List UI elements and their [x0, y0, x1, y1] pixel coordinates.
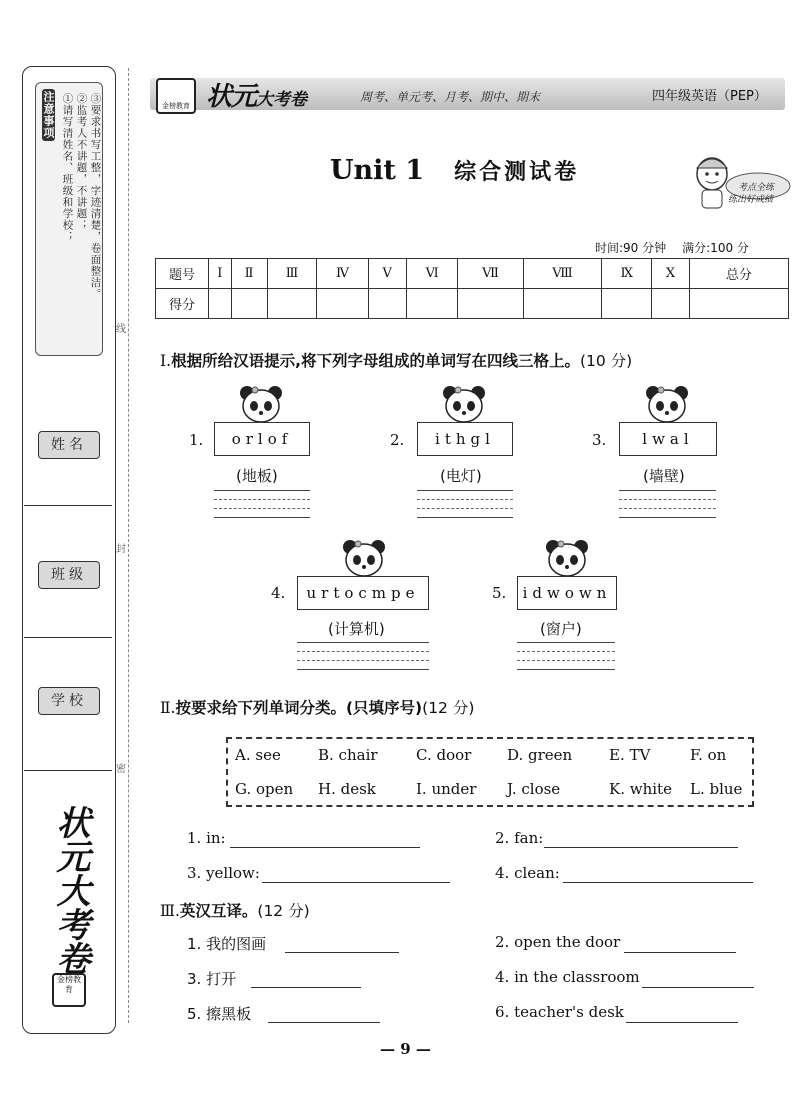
- writing-lines[interactable]: [214, 490, 310, 518]
- word-option: C. door: [416, 746, 472, 764]
- section-3-instruction: 英汉互译。: [179, 902, 258, 920]
- answer-blank[interactable]: [262, 882, 450, 883]
- full-score: 满分:100 分: [682, 241, 749, 255]
- sidebar-divider: [24, 505, 112, 506]
- answer-blank[interactable]: [563, 882, 753, 883]
- score-input-cell[interactable]: [406, 289, 458, 319]
- letter-box: orlof: [214, 422, 310, 456]
- word-option: H. desk: [318, 780, 376, 798]
- note-2: ②监考人不讲题，不讲题；: [75, 93, 88, 231]
- answer-blank[interactable]: [624, 952, 736, 953]
- score-input-cell[interactable]: [652, 289, 690, 319]
- section-1-instruction: 根据所给汉语提示,将下列字母组成的单词写在四线三格上。: [171, 352, 580, 370]
- sidebar-logo-text: 状元大考卷: [50, 805, 90, 975]
- brand-logo: [206, 76, 307, 113]
- cut-mark-secret: 密: [116, 764, 126, 775]
- unit-title: Unit 1: [330, 155, 425, 186]
- section-2-points: (12 分): [422, 699, 475, 717]
- binding-cut-line: [128, 68, 129, 1023]
- table-cell: Ⅲ: [267, 259, 317, 289]
- item-number: 1.: [189, 431, 204, 449]
- word-option: K. white: [609, 780, 672, 798]
- cut-mark-seal: 封: [116, 544, 126, 555]
- section-1-points: (10 分): [579, 352, 633, 370]
- item-number: 5.: [492, 584, 507, 602]
- name-field-label: 姓名: [38, 431, 100, 459]
- answer-blank[interactable]: [642, 987, 754, 988]
- chinese-hint: (墙壁): [643, 467, 685, 485]
- table-row: [156, 259, 789, 289]
- question-label: 3. yellow:: [187, 864, 260, 882]
- table-cell: Ⅱ: [231, 259, 267, 289]
- panda-icon: [440, 384, 488, 424]
- answer-blank[interactable]: [230, 847, 420, 848]
- table-row: [156, 289, 789, 319]
- exam-meta: [595, 239, 749, 256]
- word-option: L. blue: [690, 780, 743, 798]
- word-option: B. chair: [318, 746, 378, 764]
- table-cell: 题号: [156, 259, 209, 289]
- mascot-text-2: 练出好成绩: [728, 195, 774, 205]
- note-1: ①请写清姓名、班级和学校；: [61, 93, 74, 243]
- score-input-cell[interactable]: [231, 289, 267, 319]
- question-label: 2. fan:: [495, 829, 544, 847]
- writing-lines[interactable]: [297, 642, 429, 670]
- table-cell: Ⅴ: [368, 259, 406, 289]
- table-cell: Ⅷ: [523, 259, 602, 289]
- item-number: 4.: [271, 584, 286, 602]
- sidebar-logo: [36, 805, 96, 1020]
- writing-lines[interactable]: [517, 642, 615, 670]
- question-label: 1. 我的图画: [187, 935, 267, 953]
- answer-blank[interactable]: [285, 952, 399, 953]
- question-label: 1. in:: [187, 829, 226, 847]
- word-option: A. see: [235, 746, 281, 764]
- exam-notes-panel: [35, 82, 103, 356]
- letter-box: idwown: [517, 576, 617, 610]
- mascot-text-1: 考点全练: [738, 183, 775, 193]
- answer-blank[interactable]: [268, 1022, 380, 1023]
- mascot-icon: [682, 148, 792, 216]
- section-1-numeral: Ⅰ.: [160, 352, 172, 370]
- score-input-cell[interactable]: [368, 289, 406, 319]
- answer-blank[interactable]: [251, 987, 361, 988]
- score-input-cell[interactable]: [267, 289, 317, 319]
- word-option: I. under: [416, 780, 477, 798]
- answer-blank[interactable]: [544, 847, 738, 848]
- school-field-label: 学校: [38, 687, 100, 715]
- section-2-instruction: 按要求给下列单词分类。(只填序号): [175, 699, 423, 717]
- question-label: 4. clean:: [495, 864, 560, 882]
- letter-box: lwal: [619, 422, 717, 456]
- word-option: J. close: [507, 780, 561, 798]
- item-number: 2.: [390, 431, 405, 449]
- table-cell: Ⅶ: [458, 259, 523, 289]
- page-title: [330, 155, 579, 186]
- word-option: D. green: [507, 746, 573, 764]
- score-input-cell[interactable]: [209, 289, 232, 319]
- question-label: 6. teacher's desk: [495, 1003, 624, 1021]
- score-input-cell[interactable]: [458, 289, 523, 319]
- section-1-heading: [160, 349, 632, 371]
- chinese-hint: (电灯): [440, 467, 482, 485]
- writing-lines[interactable]: [417, 490, 513, 518]
- class-field-label: 班级: [38, 561, 100, 589]
- letter-box: ithgl: [417, 422, 513, 456]
- question-label: 5. 擦黑板: [187, 1005, 252, 1023]
- table-cell: 总分: [689, 259, 788, 289]
- time-limit: 时间:90 分钟: [595, 241, 667, 255]
- table-cell: Ⅰ: [209, 259, 232, 289]
- sidebar-divider: [24, 770, 112, 771]
- answer-blank[interactable]: [626, 1022, 738, 1023]
- table-cell: Ⅵ: [406, 259, 458, 289]
- panda-icon: [543, 538, 591, 578]
- score-input-cell[interactable]: [689, 289, 788, 319]
- header-tagline: 周考、单元考、月考、期中、期末: [360, 90, 541, 104]
- table-cell: Ⅳ: [317, 259, 368, 289]
- section-2-numeral: Ⅱ.: [160, 699, 176, 717]
- publisher-badge: 金榜教育: [156, 78, 196, 114]
- chinese-hint: (地板): [236, 467, 278, 485]
- word-option: G. open: [235, 780, 294, 798]
- sidebar-divider: [24, 637, 112, 638]
- test-title: 综合测试卷: [454, 159, 580, 185]
- letter-box: urtocmpe: [297, 576, 429, 610]
- score-input-cell[interactable]: [602, 289, 652, 319]
- note-3: ③要求书写工整，字迹清楚，卷面整洁。: [89, 93, 102, 300]
- writing-lines[interactable]: [619, 490, 716, 518]
- chinese-hint: (计算机): [328, 620, 385, 638]
- score-input-cell[interactable]: [523, 289, 602, 319]
- table-cell: Ⅸ: [602, 259, 652, 289]
- brand-main: 状元: [206, 82, 257, 112]
- question-label: 2. open the door: [495, 933, 621, 951]
- table-cell: Ⅹ: [652, 259, 690, 289]
- question-label: 4. in the classroom: [495, 968, 640, 986]
- notes-heading: 注意事项: [42, 91, 55, 139]
- page-number: — 9 —: [380, 1040, 431, 1058]
- brand-sub: 大考卷: [256, 90, 308, 110]
- question-label: 3. 打开: [187, 970, 237, 988]
- word-bank: [226, 737, 754, 807]
- chinese-hint: (窗户): [540, 620, 582, 638]
- word-option: E. TV: [609, 746, 651, 764]
- score-table: [155, 258, 789, 319]
- word-option: F. on: [690, 746, 727, 764]
- panda-icon: [643, 384, 691, 424]
- cut-mark-line: 线: [116, 324, 126, 335]
- item-number: 3.: [592, 431, 607, 449]
- table-cell: 得分: [156, 289, 209, 319]
- grade-label: 四年级英语（PEP）: [652, 89, 767, 104]
- panda-icon: [237, 384, 285, 424]
- sidebar-publisher-badge: 金榜教育: [52, 973, 86, 1007]
- section-3-points: (12 分): [257, 902, 310, 920]
- section-2-heading: [160, 696, 474, 718]
- score-input-cell[interactable]: [317, 289, 368, 319]
- panda-icon: [340, 538, 388, 578]
- section-3-heading: [160, 899, 310, 921]
- section-3-numeral: Ⅲ.: [160, 902, 180, 920]
